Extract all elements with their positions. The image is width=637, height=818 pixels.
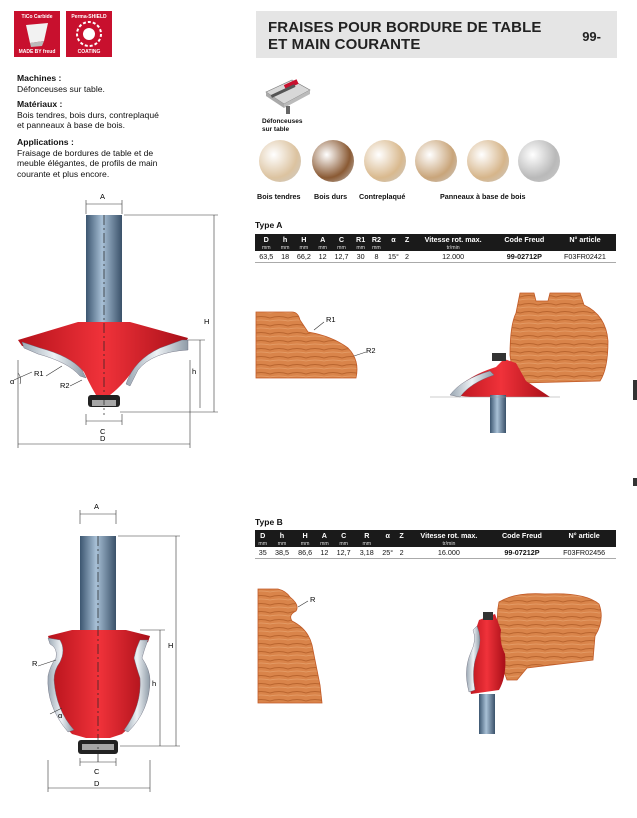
- table-cell: 99-02712P: [495, 251, 554, 263]
- swatch-contreplaque: [364, 140, 406, 182]
- page-title-line1: FRAISES POUR BORDURE DE TABLE: [268, 19, 542, 36]
- page-edge-mark-2: [633, 478, 637, 486]
- type-b-application-view: [455, 590, 615, 740]
- col-header: D: [255, 234, 278, 244]
- swatch-bois-tendres: [259, 140, 301, 182]
- col-unit: mm: [278, 244, 293, 251]
- type-b-profile-wood: [252, 585, 332, 715]
- col-header: D: [255, 530, 270, 540]
- col-unit: [378, 540, 397, 547]
- col-header: Code Freud: [495, 234, 554, 244]
- applications-line2: meuble élégantes, de profils de main: [17, 158, 158, 168]
- label-contreplaque: Contreplaqué: [359, 192, 406, 201]
- col-unit: mm: [332, 540, 355, 547]
- table-cell: 30: [353, 251, 369, 263]
- dim-label-alpha: α: [10, 377, 15, 386]
- tico-logo-maker: MADE BY freud: [18, 49, 56, 55]
- col-unit: [384, 244, 402, 251]
- col-header: R2: [369, 234, 385, 244]
- swatch-panneau-3: [518, 140, 560, 182]
- col-unit: mm: [355, 540, 378, 547]
- dim-b-label-d: D: [94, 779, 100, 788]
- table-cell: 2: [403, 251, 412, 263]
- col-unit: [492, 540, 553, 547]
- swatch-panneau-2: [467, 140, 509, 182]
- table-cell: 12,7: [332, 547, 355, 559]
- table-cell: 25°: [378, 547, 397, 559]
- dim-b-label-a: A: [94, 502, 100, 511]
- col-header: C: [330, 234, 353, 244]
- dim-label-r1: R1: [34, 369, 44, 378]
- table-cell: 12: [317, 547, 332, 559]
- col-header: Code Freud: [492, 530, 553, 540]
- table-cell: 3,18: [355, 547, 378, 559]
- type-b-label: Type B: [255, 517, 283, 527]
- table-cell: F03FR02456: [552, 547, 616, 559]
- col-header: A: [315, 234, 330, 244]
- col-unit: [554, 244, 616, 251]
- machines-label: Machines :: [17, 73, 62, 83]
- machine-label-line1: Défonceuses: [262, 118, 303, 125]
- table-cell: 12: [315, 251, 330, 263]
- type-a-label: Type A: [255, 220, 283, 230]
- page-number: 99-: [582, 29, 601, 44]
- machine-label: [262, 118, 302, 133]
- materiaux-line2: et panneaux à base de bois.: [17, 120, 125, 130]
- type-a-bit-diagram: [0, 190, 240, 455]
- col-header: h: [278, 234, 293, 244]
- col-header: α: [384, 234, 402, 244]
- table-cell: 16.000: [406, 547, 491, 559]
- col-unit: mm: [315, 244, 330, 251]
- col-unit: tr/min: [412, 244, 495, 251]
- dim-b-label-r: R: [32, 659, 38, 668]
- dim-label-r2: R2: [60, 381, 70, 390]
- swatch-bois-durs: [312, 140, 354, 182]
- type-b-spec-table: [255, 530, 616, 559]
- dim-b-label-alpha: α: [58, 711, 63, 720]
- applications-line3: courante et plus encore.: [17, 168, 110, 179]
- col-unit: [552, 540, 616, 547]
- page-title: [268, 19, 568, 53]
- router-table-icon: [262, 68, 312, 116]
- table-cell: 8: [369, 251, 385, 263]
- col-unit: mm: [317, 540, 332, 547]
- machine-label-line2: sur table: [262, 125, 290, 133]
- table-cell: 38,5: [270, 547, 293, 559]
- table-cell: 12.000: [412, 251, 495, 263]
- col-header: Z: [397, 530, 406, 540]
- col-header: R1: [353, 234, 369, 244]
- materiaux-label: Matériaux :: [17, 99, 63, 109]
- col-header: N° article: [552, 530, 616, 540]
- perma-logo-title: Perma-SHIELD: [71, 14, 107, 20]
- col-unit: tr/min: [406, 540, 491, 547]
- dim-label-h-upper: H: [204, 317, 210, 326]
- table-cell: 12,7: [330, 251, 353, 263]
- col-unit: [495, 244, 554, 251]
- type-a-profile-wood: [252, 306, 376, 386]
- type-b-bit-diagram: [0, 500, 240, 800]
- profile-a-r2-label: R2: [366, 346, 376, 355]
- col-unit: mm: [255, 244, 278, 251]
- dim-label-a: A: [100, 192, 106, 201]
- type-a-application-view: [430, 285, 610, 435]
- col-header: H: [294, 530, 317, 540]
- col-unit: [397, 540, 406, 547]
- tico-carbide-logo: [14, 11, 60, 57]
- header-box: [256, 11, 617, 58]
- applications-line1: Fraisage de bordures de table et de: [17, 147, 154, 158]
- table-cell: 2: [397, 547, 406, 559]
- table-cell: 86,6: [294, 547, 317, 559]
- dim-b-label-c: C: [94, 767, 100, 776]
- col-unit: mm: [293, 244, 316, 251]
- col-header: Vitesse rot. max.: [406, 530, 491, 540]
- table-cell: 18: [278, 251, 293, 263]
- table-cell: 63,5: [255, 251, 278, 263]
- col-header: N° article: [554, 234, 616, 244]
- col-header: h: [270, 530, 293, 540]
- table-cell: 66,2: [293, 251, 316, 263]
- col-header: α: [378, 530, 397, 540]
- applications-label: Applications :: [17, 137, 74, 147]
- dim-b-label-h-lower: h: [152, 679, 157, 688]
- dim-label-h-lower: h: [192, 367, 197, 376]
- machines-block: [17, 73, 197, 94]
- table-cell: 15°: [384, 251, 402, 263]
- tico-logo-title: TiCo Carbide: [21, 14, 53, 20]
- table-cell: 35: [255, 547, 270, 559]
- table-cell: 99-07212P: [492, 547, 553, 559]
- col-unit: mm: [369, 244, 385, 251]
- col-header: R: [355, 530, 378, 540]
- perma-shield-logo: [66, 11, 112, 57]
- col-unit: mm: [330, 244, 353, 251]
- dim-b-label-h-upper: H: [168, 641, 174, 650]
- label-panneaux: Panneaux à base de bois: [440, 192, 526, 201]
- label-bois-durs: Bois durs: [314, 192, 348, 201]
- label-bois-tendres: Bois tendres: [257, 192, 301, 201]
- type-a-spec-table: [255, 234, 616, 263]
- profile-b-r-label: R: [310, 595, 316, 604]
- page-title-line2: ET MAIN COURANTE: [268, 36, 421, 53]
- materiaux-line1: Bois tendres, bois durs, contreplaqué: [17, 109, 159, 120]
- page-edge-mark: [633, 380, 637, 400]
- machines-text: Défonceuses sur table.: [17, 83, 105, 94]
- col-unit: mm: [353, 244, 369, 251]
- profile-a-r1-label: R1: [326, 315, 336, 324]
- col-unit: mm: [255, 540, 270, 547]
- materiaux-block: [17, 99, 197, 131]
- col-header: Z: [403, 234, 412, 244]
- dim-label-d: D: [100, 434, 106, 443]
- col-header: A: [317, 530, 332, 540]
- col-unit: [403, 244, 412, 251]
- swatch-panneau-1: [415, 140, 457, 182]
- dim-label-c: C: [100, 427, 106, 436]
- col-header: C: [332, 530, 355, 540]
- col-header: Vitesse rot. max.: [412, 234, 495, 244]
- col-unit: mm: [270, 540, 293, 547]
- perma-logo-coating: COATING: [77, 49, 101, 55]
- applications-block: [17, 137, 197, 179]
- col-header: H: [293, 234, 316, 244]
- table-cell: F03FR02421: [554, 251, 616, 263]
- col-unit: mm: [294, 540, 317, 547]
